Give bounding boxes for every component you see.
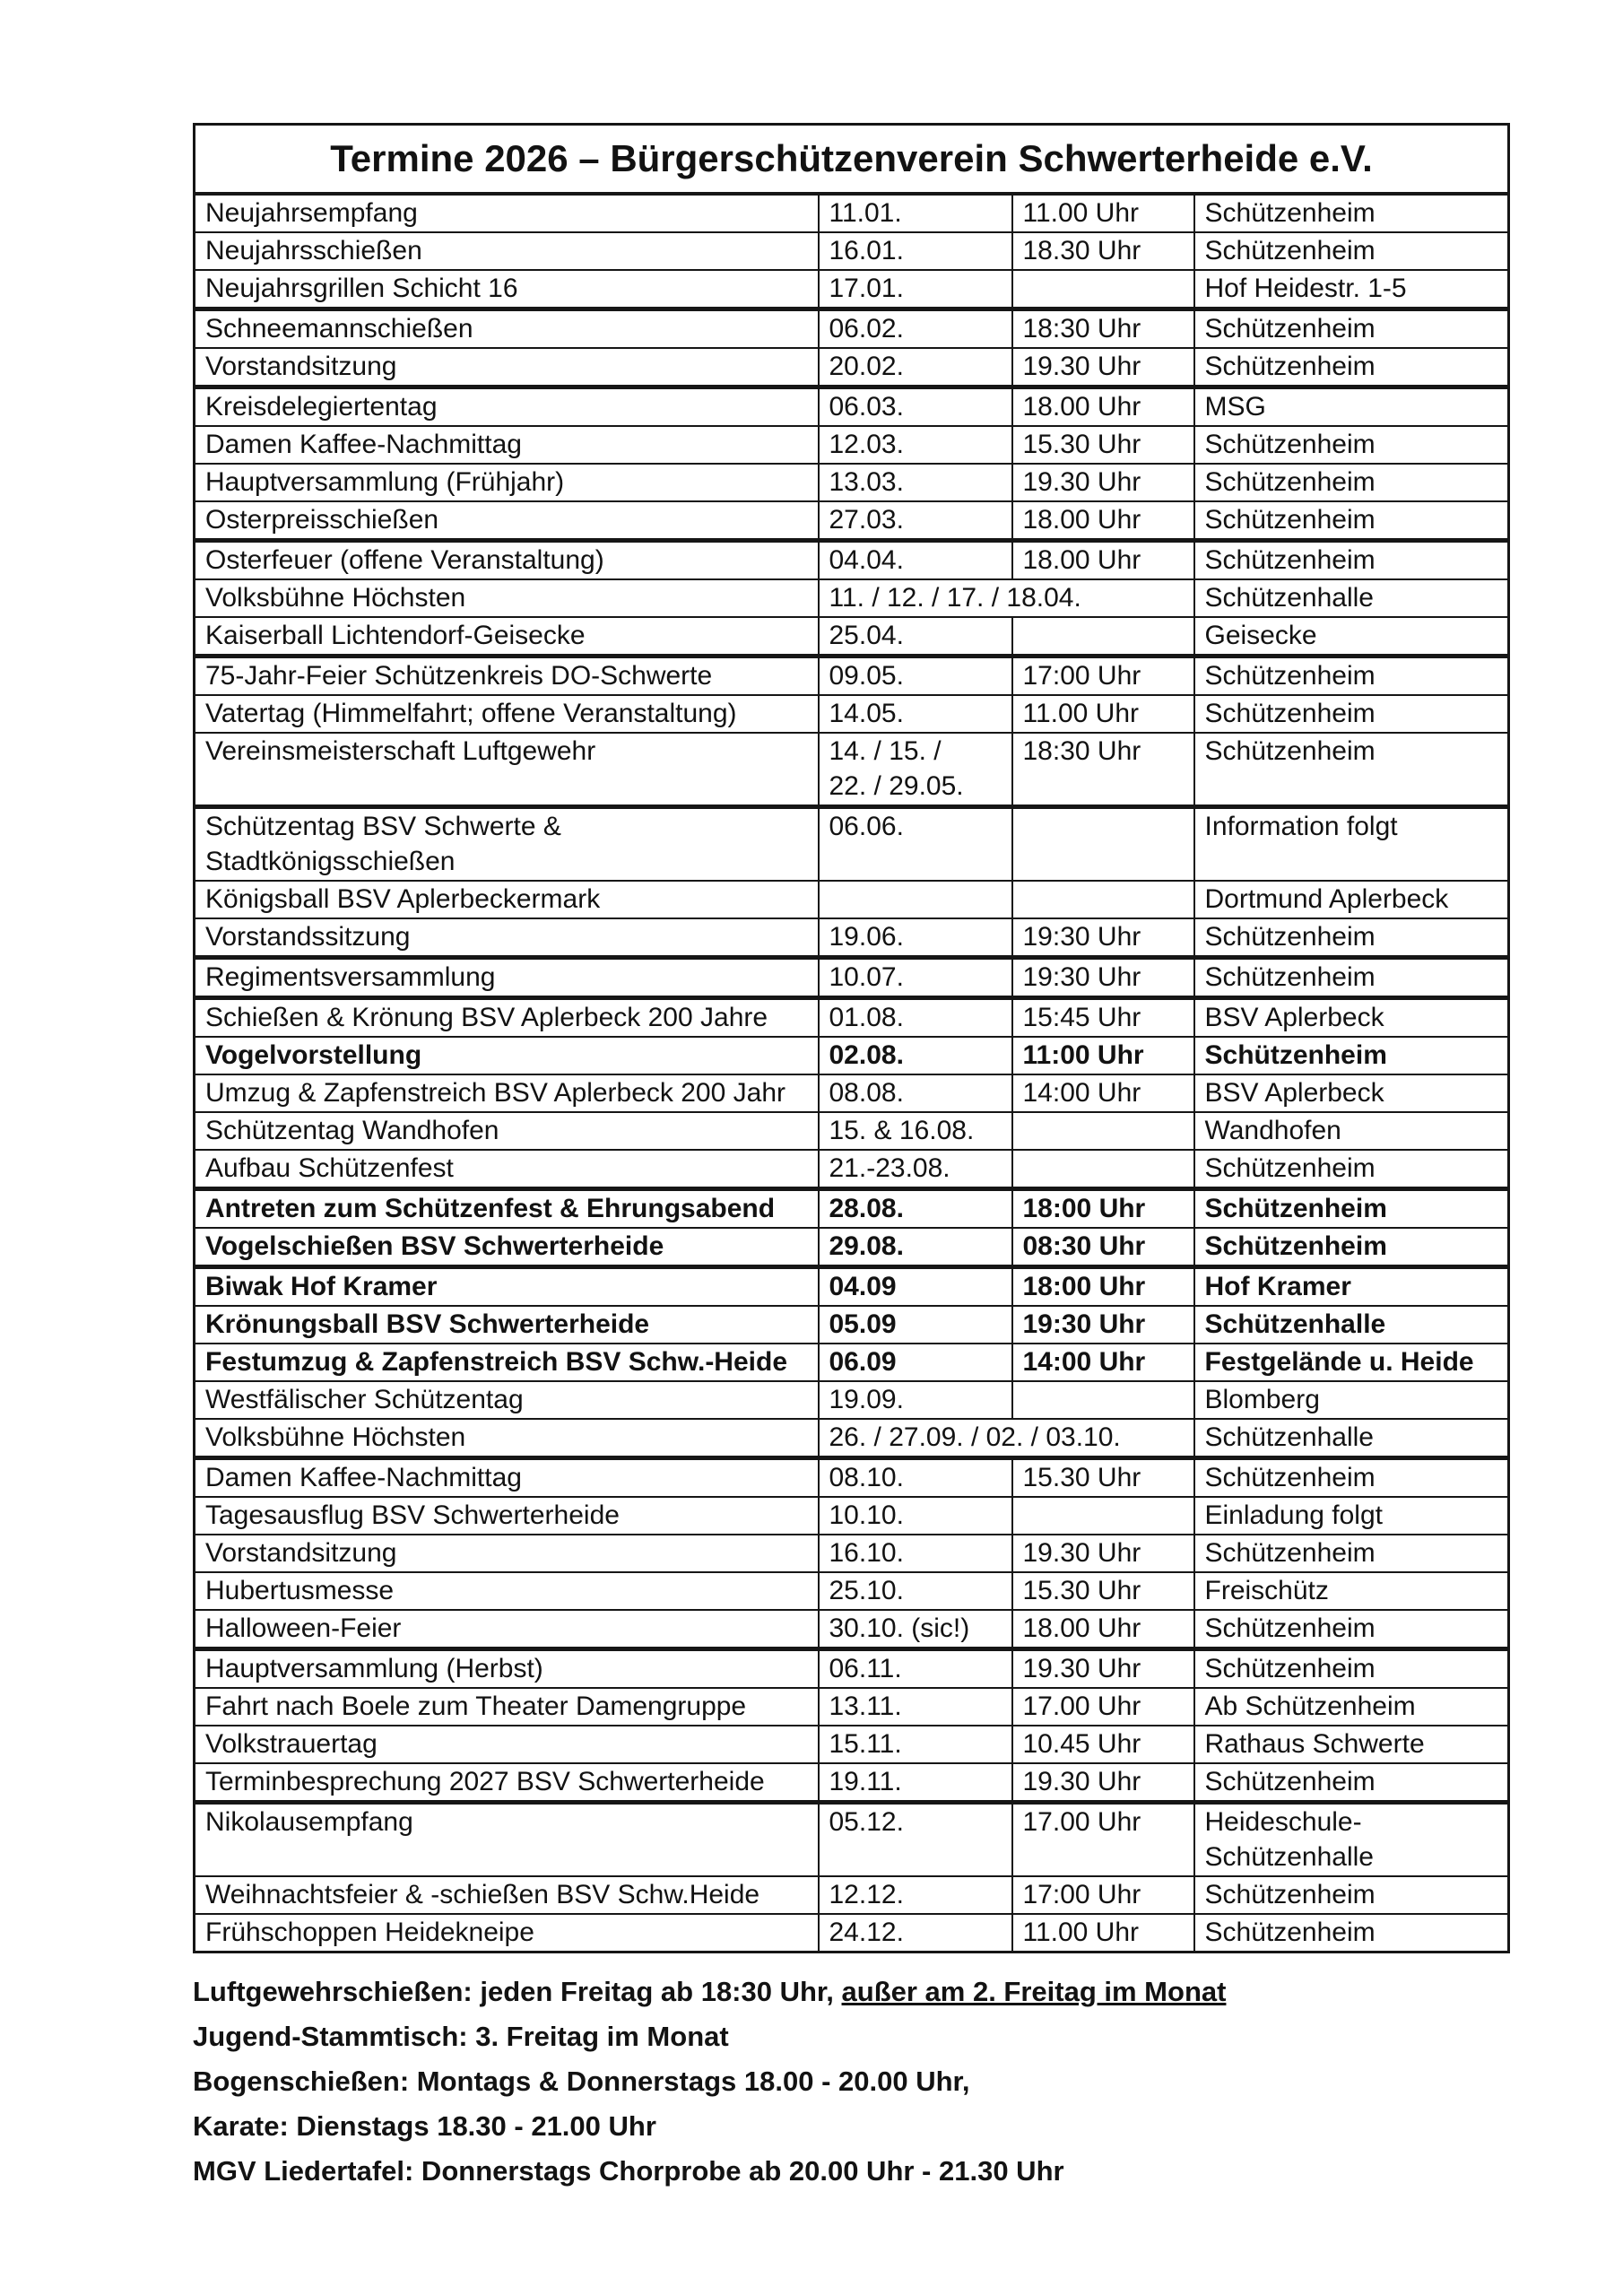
date-cell: 25.10.	[819, 1572, 1012, 1610]
event-cell: Schneemannschießen	[195, 309, 819, 349]
table-row	[195, 998, 1509, 1038]
location-cell: Schützenheim	[1194, 1610, 1509, 1649]
date-cell: 11. / 12. / 17. / 18.04.	[819, 579, 1194, 617]
time-cell: 19.30 Uhr	[1012, 1763, 1194, 1803]
location-cell: Schützenheim	[1194, 232, 1509, 270]
time-cell	[1012, 1497, 1194, 1535]
time-cell: 11.00 Uhr	[1012, 194, 1194, 232]
footer-notes	[193, 1970, 1493, 2194]
event-cell: Fahrt nach Boele zum Theater Damengruppe	[195, 1688, 819, 1726]
time-cell: 19:30 Uhr	[1012, 1306, 1194, 1344]
location-cell: Schützenheim	[1194, 918, 1509, 958]
location-cell: Schützenheim	[1194, 1228, 1509, 1267]
location-cell: Schützenheim	[1194, 541, 1509, 580]
date-cell: 16.01.	[819, 232, 1012, 270]
location-cell: Schützenheim	[1194, 1535, 1509, 1572]
time-cell: 15.30 Uhr	[1012, 1572, 1194, 1610]
time-cell: 19.30 Uhr	[1012, 1649, 1194, 1689]
table-row	[195, 1535, 1509, 1572]
time-cell: 15.30 Uhr	[1012, 426, 1194, 464]
time-cell: 19.30 Uhr	[1012, 1535, 1194, 1572]
table-row	[195, 270, 1509, 309]
event-cell: Volkstrauertag	[195, 1726, 819, 1763]
table-row	[195, 657, 1509, 696]
location-cell: Blomberg	[1194, 1381, 1509, 1419]
location-cell: Dortmund Aplerbeck	[1194, 881, 1509, 918]
date-cell: 12.03.	[819, 426, 1012, 464]
event-cell: Halloween-Feier	[195, 1610, 819, 1649]
event-cell: Hauptversammlung (Frühjahr)	[195, 464, 819, 501]
date-cell: 28.08.	[819, 1189, 1012, 1229]
event-cell: Vogelvorstellung	[195, 1037, 819, 1074]
location-cell: Schützenhalle	[1194, 1306, 1509, 1344]
location-cell: Schützenheim	[1194, 309, 1509, 349]
event-cell: Damen Kaffee-Nachmittag	[195, 1458, 819, 1498]
date-cell: 19.09.	[819, 1381, 1012, 1419]
time-cell: 18.00 Uhr	[1012, 501, 1194, 541]
table-row	[195, 1876, 1509, 1914]
table-row	[195, 1763, 1509, 1803]
event-cell: Vereinsmeisterschaft Luftgewehr	[195, 733, 819, 807]
table-row	[195, 1150, 1509, 1189]
table-row	[195, 1306, 1509, 1344]
title-row	[195, 125, 1509, 195]
time-cell: 19:30 Uhr	[1012, 958, 1194, 998]
date-cell: 06.03.	[819, 387, 1012, 427]
time-cell: 18.00 Uhr	[1012, 541, 1194, 580]
date-cell: 30.10. (sic!)	[819, 1610, 1012, 1649]
date-cell: 15.11.	[819, 1726, 1012, 1763]
event-cell: Vorstandsitzung	[195, 348, 819, 387]
time-cell: 18:30 Uhr	[1012, 309, 1194, 349]
table-row	[195, 807, 1509, 882]
date-cell: 19.06.	[819, 918, 1012, 958]
date-cell: 06.11.	[819, 1649, 1012, 1689]
date-cell: 13.11.	[819, 1688, 1012, 1726]
table-row	[195, 1267, 1509, 1307]
schedule-table	[193, 123, 1510, 1953]
event-cell: Neujahrsempfang	[195, 194, 819, 232]
location-cell: Schützenhalle	[1194, 579, 1509, 617]
date-cell: 13.03.	[819, 464, 1012, 501]
time-cell: 19.30 Uhr	[1012, 348, 1194, 387]
table-row	[195, 1228, 1509, 1267]
event-cell: Biwak Hof Kramer	[195, 1267, 819, 1307]
time-cell: 17:00 Uhr	[1012, 657, 1194, 696]
date-cell: 21.-23.08.	[819, 1150, 1012, 1189]
time-cell: 15:45 Uhr	[1012, 998, 1194, 1038]
event-cell: Kaiserball Lichtendorf-Geisecke	[195, 617, 819, 657]
date-cell: 19.11.	[819, 1763, 1012, 1803]
date-cell: 05.12.	[819, 1803, 1012, 1877]
table-row	[195, 194, 1509, 232]
table-row	[195, 1189, 1509, 1229]
table-row	[195, 501, 1509, 541]
location-cell: Rathaus Schwerte	[1194, 1726, 1509, 1763]
time-cell: 14:00 Uhr	[1012, 1344, 1194, 1381]
event-cell: Westfälischer Schützentag	[195, 1381, 819, 1419]
date-cell: 06.06.	[819, 807, 1012, 882]
time-cell: 15.30 Uhr	[1012, 1458, 1194, 1498]
time-cell: 18:00 Uhr	[1012, 1189, 1194, 1229]
date-cell: 08.10.	[819, 1458, 1012, 1498]
event-cell: Osterpreisschießen	[195, 501, 819, 541]
location-cell: Schützenheim	[1194, 1914, 1509, 1952]
location-cell: Freischütz	[1194, 1572, 1509, 1610]
location-cell: Schützenheim	[1194, 464, 1509, 501]
date-cell: 05.09	[819, 1306, 1012, 1344]
date-cell: 25.04.	[819, 617, 1012, 657]
time-cell: 10.45 Uhr	[1012, 1726, 1194, 1763]
location-cell: Information folgt	[1194, 807, 1509, 882]
date-cell: 20.02.	[819, 348, 1012, 387]
location-cell: Schützenheim	[1194, 1458, 1509, 1498]
location-cell: Schützenhalle	[1194, 1419, 1509, 1458]
location-cell: BSV Aplerbeck	[1194, 1074, 1509, 1112]
table-row	[195, 1688, 1509, 1726]
date-cell: 16.10.	[819, 1535, 1012, 1572]
date-cell: 24.12.	[819, 1914, 1012, 1952]
date-cell: 10.10.	[819, 1497, 1012, 1535]
footer-note: Luftgewehrschießen: jeden Freitag ab 18:30 Uhr, außer am 2. Freitag im Monat	[193, 1976, 1227, 2007]
event-cell: Hauptversammlung (Herbst)	[195, 1649, 819, 1689]
location-cell: Ab Schützenheim	[1194, 1688, 1509, 1726]
date-cell: 06.09	[819, 1344, 1012, 1381]
table-row	[195, 426, 1509, 464]
table-row	[195, 617, 1509, 657]
date-cell: 14. / 15. / 22. / 29.05.	[819, 733, 1012, 807]
date-cell: 17.01.	[819, 270, 1012, 309]
location-cell: Schützenheim	[1194, 426, 1509, 464]
location-cell: Geisecke	[1194, 617, 1509, 657]
time-cell	[1012, 807, 1194, 882]
table-row	[195, 387, 1509, 427]
time-cell: 08:30 Uhr	[1012, 1228, 1194, 1267]
footer-note: MGV Liedertafel: Donnerstags Chorprobe ab 20.00 Uhr - 21.30 Uhr	[193, 2155, 1064, 2187]
time-cell: 19:30 Uhr	[1012, 918, 1194, 958]
event-cell: Festumzug & Zapfenstreich BSV Schw.-Heide	[195, 1344, 819, 1381]
time-cell: 17.00 Uhr	[1012, 1688, 1194, 1726]
footer-note: Jugend-Stammtisch: 3. Freitag im Monat	[193, 2021, 729, 2052]
table-row	[195, 464, 1509, 501]
table-row	[195, 881, 1509, 918]
table-row	[195, 1419, 1509, 1458]
date-cell: 04.04.	[819, 541, 1012, 580]
event-cell: Regimentsversammlung	[195, 958, 819, 998]
date-cell: 29.08.	[819, 1228, 1012, 1267]
time-cell	[1012, 1112, 1194, 1150]
event-cell: Frühschoppen Heidekneipe	[195, 1914, 819, 1952]
date-cell: 14.05.	[819, 695, 1012, 733]
time-cell: 18.00 Uhr	[1012, 1610, 1194, 1649]
page-title: Termine 2026 – Bürgerschützenverein Schwerterheide e.V.	[195, 125, 1509, 195]
location-cell: Heideschule- Schützenhalle	[1194, 1803, 1509, 1877]
location-cell: Schützenheim	[1194, 1150, 1509, 1189]
table-row	[195, 309, 1509, 349]
event-cell: Aufbau Schützenfest	[195, 1150, 819, 1189]
table-row	[195, 695, 1509, 733]
location-cell: Schützenheim	[1194, 1876, 1509, 1914]
date-cell: 10.07.	[819, 958, 1012, 998]
location-cell: Schützenheim	[1194, 194, 1509, 232]
location-cell: BSV Aplerbeck	[1194, 998, 1509, 1038]
table-row	[195, 1344, 1509, 1381]
location-cell: Schützenheim	[1194, 348, 1509, 387]
event-cell: Schützentag BSV Schwerte & Stadtkönigsschießen	[195, 807, 819, 882]
date-cell: 08.08.	[819, 1074, 1012, 1112]
table-row	[195, 1458, 1509, 1498]
time-cell	[1012, 270, 1194, 309]
location-cell: Schützenheim	[1194, 657, 1509, 696]
location-cell: Schützenheim	[1194, 1763, 1509, 1803]
event-cell: Königsball BSV Aplerbeckermark	[195, 881, 819, 918]
table-row	[195, 733, 1509, 807]
location-cell: Festgelände u. Heide	[1194, 1344, 1509, 1381]
date-cell: 04.09	[819, 1267, 1012, 1307]
table-row	[195, 1497, 1509, 1535]
table-row	[195, 1037, 1509, 1074]
location-cell: Hof Heidestr. 1-5	[1194, 270, 1509, 309]
event-cell: Terminbesprechung 2027 BSV Schwerterheide	[195, 1763, 819, 1803]
event-cell: Antreten zum Schützenfest & Ehrungsabend	[195, 1189, 819, 1229]
date-cell: 01.08.	[819, 998, 1012, 1038]
time-cell: 17:00 Uhr	[1012, 1876, 1194, 1914]
date-cell: 02.08.	[819, 1037, 1012, 1074]
table-row	[195, 1726, 1509, 1763]
event-cell: Weihnachtsfeier & -schießen BSV Schw.Heide	[195, 1876, 819, 1914]
table-row	[195, 232, 1509, 270]
location-cell: Schützenheim	[1194, 733, 1509, 807]
date-cell: 26. / 27.09. / 02. / 03.10.	[819, 1419, 1194, 1458]
footer-note-underlined: außer am 2. Freitag im Monat	[841, 1976, 1227, 2007]
time-cell: 18:00 Uhr	[1012, 1267, 1194, 1307]
table-row	[195, 541, 1509, 580]
location-cell: Schützenheim	[1194, 958, 1509, 998]
time-cell	[1012, 1150, 1194, 1189]
date-cell: 06.02.	[819, 309, 1012, 349]
footer-note: Karate: Dienstags 18.30 - 21.00 Uhr	[193, 2110, 656, 2142]
table-row	[195, 1381, 1509, 1419]
event-cell: Volksbühne Höchsten	[195, 579, 819, 617]
time-cell: 18:30 Uhr	[1012, 733, 1194, 807]
location-cell: Schützenheim	[1194, 501, 1509, 541]
date-cell	[819, 881, 1012, 918]
time-cell: 17.00 Uhr	[1012, 1803, 1194, 1877]
time-cell: 19.30 Uhr	[1012, 464, 1194, 501]
location-cell: Einladung folgt	[1194, 1497, 1509, 1535]
date-cell: 11.01.	[819, 194, 1012, 232]
table-row	[195, 1649, 1509, 1689]
time-cell	[1012, 881, 1194, 918]
location-cell: Wandhofen	[1194, 1112, 1509, 1150]
time-cell: 18.00 Uhr	[1012, 387, 1194, 427]
date-cell: 12.12.	[819, 1876, 1012, 1914]
time-cell: 14:00 Uhr	[1012, 1074, 1194, 1112]
date-cell: 27.03.	[819, 501, 1012, 541]
table-row	[195, 579, 1509, 617]
table-row	[195, 958, 1509, 998]
event-cell: Vatertag (Himmelfahrt; offene Veranstaltung)	[195, 695, 819, 733]
table-row	[195, 1572, 1509, 1610]
time-cell: 11.00 Uhr	[1012, 1914, 1194, 1952]
event-cell: Kreisdelegiertentag	[195, 387, 819, 427]
event-cell: Schießen & Krönung BSV Aplerbeck 200 Jahre	[195, 998, 819, 1038]
event-cell: Osterfeuer (offene Veranstaltung)	[195, 541, 819, 580]
location-cell: MSG	[1194, 387, 1509, 427]
event-cell: Krönungsball BSV Schwerterheide	[195, 1306, 819, 1344]
location-cell: Schützenheim	[1194, 1037, 1509, 1074]
event-cell: Vorstandsitzung	[195, 1535, 819, 1572]
date-cell: 15. & 16.08.	[819, 1112, 1012, 1150]
location-cell: Schützenheim	[1194, 1649, 1509, 1689]
event-cell: Vogelschießen BSV Schwerterheide	[195, 1228, 819, 1267]
table-row	[195, 1803, 1509, 1877]
event-cell: Damen Kaffee-Nachmittag	[195, 426, 819, 464]
event-cell: Volksbühne Höchsten	[195, 1419, 819, 1458]
table-row	[195, 1914, 1509, 1952]
footer-note: Bogenschießen: Montags & Donnerstags 18.00 - 20.00 Uhr,	[193, 2066, 970, 2097]
event-cell: Vorstandssitzung	[195, 918, 819, 958]
time-cell: 18.30 Uhr	[1012, 232, 1194, 270]
event-cell: Umzug & Zapfenstreich BSV Aplerbeck 200 Jahr	[195, 1074, 819, 1112]
table-row	[195, 1112, 1509, 1150]
schedule-body	[195, 194, 1509, 1952]
table-row	[195, 348, 1509, 387]
table-row	[195, 1074, 1509, 1112]
event-cell: Neujahrsschießen	[195, 232, 819, 270]
event-cell: Nikolausempfang	[195, 1803, 819, 1877]
time-cell: 11.00 Uhr	[1012, 695, 1194, 733]
time-cell	[1012, 617, 1194, 657]
event-cell: Hubertusmesse	[195, 1572, 819, 1610]
event-cell: Neujahrsgrillen Schicht 16	[195, 270, 819, 309]
event-cell: Schützentag Wandhofen	[195, 1112, 819, 1150]
location-cell: Schützenheim	[1194, 695, 1509, 733]
table-row	[195, 1610, 1509, 1649]
date-cell: 09.05.	[819, 657, 1012, 696]
time-cell: 11:00 Uhr	[1012, 1037, 1194, 1074]
time-cell	[1012, 1381, 1194, 1419]
location-cell: Hof Kramer	[1194, 1267, 1509, 1307]
event-cell: 75-Jahr-Feier Schützenkreis DO-Schwerte	[195, 657, 819, 696]
event-cell: Tagesausflug BSV Schwerterheide	[195, 1497, 819, 1535]
table-row	[195, 918, 1509, 958]
location-cell: Schützenheim	[1194, 1189, 1509, 1229]
